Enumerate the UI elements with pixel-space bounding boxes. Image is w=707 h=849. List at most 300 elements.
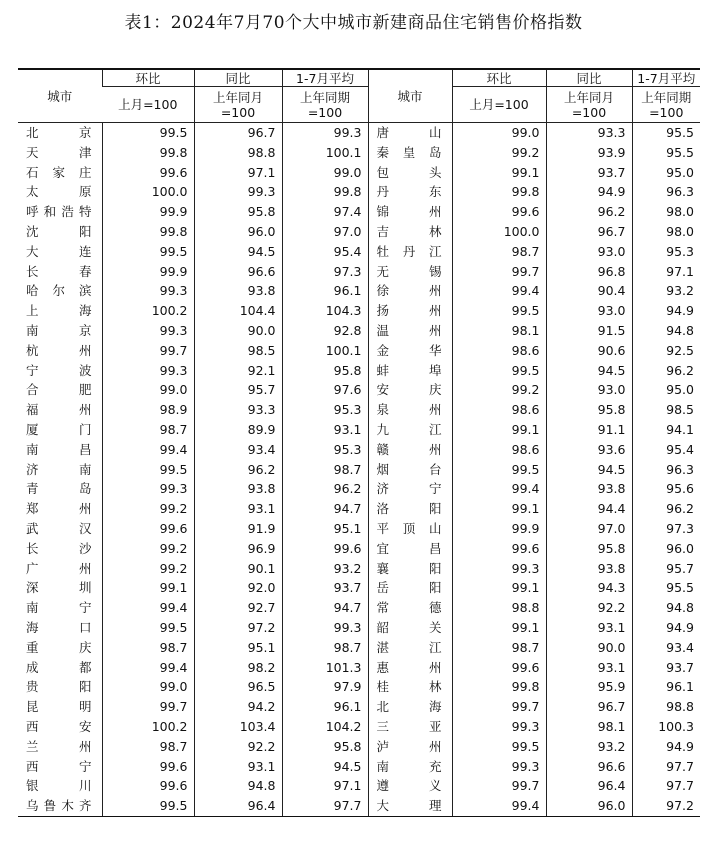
avg-value: 95.3 <box>632 242 700 262</box>
yoy-value: 96.6 <box>194 262 282 282</box>
yoy-value: 95.8 <box>546 400 632 420</box>
yoy-value: 93.1 <box>546 658 632 678</box>
yoy-value: 90.4 <box>546 281 632 301</box>
mom-header: 环比 <box>102 69 194 87</box>
avg-value: 101.3 <box>282 658 368 678</box>
city-name: 贵阳 <box>26 679 92 695</box>
avg-value: 95.8 <box>282 737 368 757</box>
mom-value: 99.6 <box>102 163 194 183</box>
city-name: 扬州 <box>368 301 452 321</box>
mom-value: 99.5 <box>452 361 546 381</box>
avg-value: 98.0 <box>632 202 700 222</box>
city-name: 温州 <box>368 321 452 341</box>
table-row <box>18 143 700 163</box>
city-name: 宁波 <box>26 362 92 378</box>
city-name: 桂林 <box>368 677 452 697</box>
table-row <box>18 796 700 816</box>
yoy-value: 90.1 <box>194 559 282 579</box>
city-name: 蚌埠 <box>368 361 452 381</box>
mom-value: 99.8 <box>452 182 546 202</box>
mom-value: 99.2 <box>452 143 546 163</box>
mom-value: 98.7 <box>452 242 546 262</box>
mom-value: 100.0 <box>102 182 194 202</box>
mom-value: 99.5 <box>102 460 194 480</box>
yoy-value: 93.1 <box>194 757 282 777</box>
yoy-value: 97.2 <box>194 618 282 638</box>
avg-value: 104.2 <box>282 717 368 737</box>
yoy-value: 93.3 <box>546 123 632 143</box>
avg-value: 93.7 <box>282 578 368 598</box>
mom-value: 98.6 <box>452 341 546 361</box>
city-name: 武汉 <box>26 520 92 536</box>
mom-value: 98.8 <box>452 598 546 618</box>
mom-value: 100.2 <box>102 717 194 737</box>
avg-value: 95.3 <box>282 440 368 460</box>
table-row <box>18 400 700 420</box>
yoy-value: 93.2 <box>546 737 632 757</box>
yoy-value: 93.0 <box>546 242 632 262</box>
yoy-value: 97.0 <box>546 519 632 539</box>
yoy-value: 97.1 <box>194 163 282 183</box>
city-name: 丹东 <box>368 182 452 202</box>
mom-value: 99.5 <box>102 796 194 816</box>
avg-value: 97.7 <box>632 776 700 796</box>
yoy-value: 92.7 <box>194 598 282 618</box>
table-row <box>18 380 700 400</box>
avg-base-2: 上年同期 =100 <box>632 87 700 123</box>
table-row <box>18 341 700 361</box>
city-name: 南充 <box>368 757 452 777</box>
table-row <box>18 361 700 381</box>
mom-base: 上月=100 <box>102 87 194 123</box>
table-row <box>18 697 700 717</box>
city-name: 牡丹江 <box>368 242 452 262</box>
mom-value: 98.1 <box>452 321 546 341</box>
yoy-value: 92.0 <box>194 578 282 598</box>
avg-value: 94.1 <box>632 420 700 440</box>
avg-value: 97.4 <box>282 202 368 222</box>
avg-value: 98.0 <box>632 222 700 242</box>
table-row <box>18 202 700 222</box>
avg-value: 97.9 <box>282 677 368 697</box>
avg-value: 94.9 <box>632 618 700 638</box>
mom-value: 99.1 <box>452 618 546 638</box>
avg-value: 95.3 <box>282 400 368 420</box>
avg-value: 96.2 <box>632 499 700 519</box>
mom-value: 99.0 <box>452 123 546 143</box>
table-row <box>18 717 700 737</box>
avg-value: 100.1 <box>282 143 368 163</box>
yoy-value: 94.4 <box>546 499 632 519</box>
mom-value: 99.4 <box>102 440 194 460</box>
avg-value: 96.2 <box>282 479 368 499</box>
avg-value: 96.1 <box>632 677 700 697</box>
avg-value: 95.6 <box>632 479 700 499</box>
city-name: 银川 <box>26 778 92 794</box>
mom-value: 100.2 <box>102 301 194 321</box>
mom-value: 99.7 <box>452 262 546 282</box>
table-row <box>18 757 700 777</box>
city-name: 唐山 <box>368 123 452 143</box>
mom-value: 99.5 <box>452 301 546 321</box>
mom-value: 99.3 <box>102 321 194 341</box>
avg-value: 94.9 <box>632 737 700 757</box>
yoy-value: 93.8 <box>546 559 632 579</box>
yoy-value: 96.7 <box>546 697 632 717</box>
mom-value: 99.1 <box>452 578 546 598</box>
table-row <box>18 598 700 618</box>
yoy-value: 93.8 <box>194 281 282 301</box>
table-row <box>18 242 700 262</box>
avg-value: 92.8 <box>282 321 368 341</box>
city-name: 天津 <box>26 144 92 160</box>
city-header: 城市 <box>18 69 102 123</box>
city-name: 南京 <box>26 322 92 338</box>
table-row <box>18 123 700 143</box>
yoy-value: 98.1 <box>546 717 632 737</box>
city-name: 三亚 <box>368 717 452 737</box>
city-name: 南昌 <box>26 441 92 457</box>
yoy-value: 93.0 <box>546 301 632 321</box>
avg-value: 97.1 <box>632 262 700 282</box>
table-row <box>18 301 700 321</box>
yoy-value: 89.9 <box>194 420 282 440</box>
mom-value: 99.4 <box>452 479 546 499</box>
avg-value: 96.3 <box>632 460 700 480</box>
mom-value: 99.5 <box>102 618 194 638</box>
yoy-value: 93.6 <box>546 440 632 460</box>
mom-value: 99.3 <box>452 717 546 737</box>
mom-value: 99.6 <box>452 658 546 678</box>
city-name: 南宁 <box>26 600 92 616</box>
city-name: 杭州 <box>26 342 92 358</box>
yoy-value: 93.7 <box>546 163 632 183</box>
city-name: 福州 <box>26 402 92 418</box>
yoy-value: 95.1 <box>194 638 282 658</box>
city-name: 呼和浩特 <box>26 204 92 220</box>
avg-value: 95.0 <box>632 380 700 400</box>
yoy-value: 93.1 <box>546 618 632 638</box>
yoy-value: 92.2 <box>194 737 282 757</box>
yoy-value: 93.4 <box>194 440 282 460</box>
city-name: 金华 <box>368 341 452 361</box>
avg-value: 94.7 <box>282 499 368 519</box>
mom-value: 99.6 <box>102 519 194 539</box>
table-body <box>18 123 700 817</box>
avg-value: 95.5 <box>632 578 700 598</box>
mom-value: 99.6 <box>102 776 194 796</box>
yoy-value: 92.1 <box>194 361 282 381</box>
yoy-value: 90.0 <box>194 321 282 341</box>
yoy-value: 93.1 <box>194 499 282 519</box>
avg-value: 95.8 <box>282 361 368 381</box>
mom-value: 99.4 <box>452 281 546 301</box>
yoy-value: 98.8 <box>194 143 282 163</box>
yoy-value: 98.5 <box>194 341 282 361</box>
avg-value: 97.1 <box>282 776 368 796</box>
mom-value: 98.6 <box>452 400 546 420</box>
yoy-base-2: 上年同月 =100 <box>546 87 632 123</box>
avg-value: 97.2 <box>632 796 700 816</box>
avg-value: 93.2 <box>632 281 700 301</box>
yoy-value: 91.9 <box>194 519 282 539</box>
city-name: 石家庄 <box>26 164 92 180</box>
yoy-value: 90.6 <box>546 341 632 361</box>
mom-value: 99.8 <box>102 222 194 242</box>
mom-value: 99.2 <box>102 559 194 579</box>
yoy-value: 96.7 <box>194 123 282 143</box>
mom-value: 99.7 <box>102 697 194 717</box>
table-row <box>18 479 700 499</box>
mom-value: 99.3 <box>102 479 194 499</box>
mom-value: 99.5 <box>452 460 546 480</box>
city-name: 沈阳 <box>26 223 92 239</box>
avg-value: 104.3 <box>282 301 368 321</box>
yoy-value: 96.2 <box>546 202 632 222</box>
table-row <box>18 262 700 282</box>
city-name: 郑州 <box>26 501 92 517</box>
avg-value: 94.5 <box>282 757 368 777</box>
mom-value: 99.7 <box>102 341 194 361</box>
mom-value: 99.7 <box>452 697 546 717</box>
city-name: 秦皇岛 <box>368 143 452 163</box>
mom-value: 99.6 <box>452 202 546 222</box>
mom-value: 99.2 <box>102 499 194 519</box>
avg-value: 97.3 <box>282 262 368 282</box>
avg-value: 93.1 <box>282 420 368 440</box>
city-name: 长沙 <box>26 540 92 556</box>
yoy-value: 95.8 <box>546 539 632 559</box>
avg-value: 94.7 <box>282 598 368 618</box>
table-row <box>18 281 700 301</box>
city-name: 宜昌 <box>368 539 452 559</box>
yoy-value: 96.4 <box>546 776 632 796</box>
yoy-value: 94.5 <box>546 460 632 480</box>
yoy-value: 95.7 <box>194 380 282 400</box>
city-name: 北京 <box>26 125 92 140</box>
avg-value: 96.2 <box>632 361 700 381</box>
yoy-value: 99.3 <box>194 182 282 202</box>
city-name: 上海 <box>26 303 92 319</box>
avg-value: 99.8 <box>282 182 368 202</box>
mom-value: 98.7 <box>102 737 194 757</box>
table-row <box>18 737 700 757</box>
city-name: 惠州 <box>368 658 452 678</box>
city-name: 昆明 <box>26 699 92 715</box>
avg-value: 93.2 <box>282 559 368 579</box>
mom-value: 99.6 <box>452 539 546 559</box>
yoy-value: 91.5 <box>546 321 632 341</box>
mom-value: 100.0 <box>452 222 546 242</box>
mom-value: 99.5 <box>452 737 546 757</box>
avg-value: 99.6 <box>282 539 368 559</box>
avg-value: 100.1 <box>282 341 368 361</box>
mom-value: 99.3 <box>102 361 194 381</box>
mom-value: 99.2 <box>452 380 546 400</box>
avg-value: 96.1 <box>282 281 368 301</box>
city-name: 吉林 <box>368 222 452 242</box>
city-name: 海口 <box>26 619 92 635</box>
yoy-value: 92.2 <box>546 598 632 618</box>
city-name: 兰州 <box>26 738 92 754</box>
mom-value: 99.1 <box>102 578 194 598</box>
city-name: 厦门 <box>26 421 92 437</box>
mom-value: 99.3 <box>452 757 546 777</box>
avg-value: 94.8 <box>632 598 700 618</box>
yoy-value: 93.0 <box>546 380 632 400</box>
city-name: 大理 <box>368 796 452 816</box>
avg-value: 95.7 <box>632 559 700 579</box>
table-row <box>18 559 700 579</box>
avg-value: 97.3 <box>632 519 700 539</box>
mom-value: 98.6 <box>452 440 546 460</box>
yoy-base: 上年同月 =100 <box>194 87 282 123</box>
mom-value: 99.5 <box>102 242 194 262</box>
yoy-value: 94.8 <box>194 776 282 796</box>
yoy-value: 91.1 <box>546 420 632 440</box>
mom-header-2: 环比 <box>452 69 546 87</box>
avg-value: 94.9 <box>632 301 700 321</box>
yoy-value: 96.9 <box>194 539 282 559</box>
avg-value: 98.8 <box>632 697 700 717</box>
yoy-value: 95.8 <box>194 202 282 222</box>
mom-value: 99.4 <box>102 658 194 678</box>
table-row <box>18 499 700 519</box>
city-name: 哈尔滨 <box>26 283 92 299</box>
city-name: 赣州 <box>368 440 452 460</box>
yoy-value: 94.5 <box>194 242 282 262</box>
city-name: 遵义 <box>368 776 452 796</box>
city-name: 大连 <box>26 243 92 259</box>
yoy-value: 94.9 <box>546 182 632 202</box>
mom-value: 99.5 <box>102 123 194 143</box>
mom-value: 98.9 <box>102 400 194 420</box>
table-row <box>18 677 700 697</box>
city-name: 成都 <box>26 659 92 675</box>
avg-value: 93.7 <box>632 658 700 678</box>
mom-value: 99.2 <box>102 539 194 559</box>
table-row <box>18 222 700 242</box>
city-name: 平顶山 <box>368 519 452 539</box>
avg-value: 95.4 <box>282 242 368 262</box>
avg-header: 1-7月平均 <box>282 69 368 87</box>
mom-value: 98.7 <box>102 638 194 658</box>
city-name: 合肥 <box>26 382 92 398</box>
avg-value: 98.5 <box>632 400 700 420</box>
yoy-value: 95.9 <box>546 677 632 697</box>
table-row <box>18 776 700 796</box>
avg-value: 96.3 <box>632 182 700 202</box>
mom-value: 99.1 <box>452 420 546 440</box>
yoy-value: 98.2 <box>194 658 282 678</box>
mom-value: 99.9 <box>102 202 194 222</box>
yoy-value: 93.3 <box>194 400 282 420</box>
avg-value: 92.5 <box>632 341 700 361</box>
avg-value: 98.7 <box>282 460 368 480</box>
yoy-value: 96.6 <box>546 757 632 777</box>
avg-base: 上年同期 =100 <box>282 87 368 123</box>
mom-value: 99.6 <box>102 757 194 777</box>
mom-value: 99.9 <box>102 262 194 282</box>
avg-value: 98.7 <box>282 638 368 658</box>
city-name: 湛江 <box>368 638 452 658</box>
avg-value: 97.6 <box>282 380 368 400</box>
avg-value: 95.1 <box>282 519 368 539</box>
city-name: 包头 <box>368 163 452 183</box>
city-name: 韶关 <box>368 618 452 638</box>
mom-value: 99.3 <box>452 559 546 579</box>
city-name: 广州 <box>26 560 92 576</box>
city-name: 济宁 <box>368 479 452 499</box>
city-name: 锦州 <box>368 202 452 222</box>
city-name: 九江 <box>368 420 452 440</box>
city-name: 深圳 <box>26 580 92 596</box>
yoy-value: 96.5 <box>194 677 282 697</box>
avg-value: 100.3 <box>632 717 700 737</box>
table-row <box>18 618 700 638</box>
avg-value: 96.1 <box>282 697 368 717</box>
yoy-value: 96.0 <box>194 222 282 242</box>
city-name: 太原 <box>26 184 92 200</box>
table-row <box>18 182 700 202</box>
table-row <box>18 163 700 183</box>
city-name: 青岛 <box>26 481 92 497</box>
city-name: 乌鲁木齐 <box>18 796 102 816</box>
mom-value: 99.0 <box>102 677 194 697</box>
price-index-table <box>18 68 700 817</box>
city-name: 泸州 <box>368 737 452 757</box>
table-row <box>18 519 700 539</box>
yoy-value: 94.3 <box>546 578 632 598</box>
mom-value: 99.3 <box>102 281 194 301</box>
mom-value: 99.8 <box>452 677 546 697</box>
yoy-value: 93.9 <box>546 143 632 163</box>
city-header-2: 城市 <box>368 69 452 123</box>
yoy-value: 93.8 <box>194 479 282 499</box>
yoy-value: 96.0 <box>546 796 632 816</box>
mom-value: 99.4 <box>102 598 194 618</box>
avg-value: 95.5 <box>632 143 700 163</box>
yoy-value: 90.0 <box>546 638 632 658</box>
mom-base-2: 上月=100 <box>452 87 546 123</box>
city-name: 西安 <box>26 718 92 734</box>
yoy-header-2: 同比 <box>546 69 632 87</box>
avg-value: 95.0 <box>632 163 700 183</box>
city-name: 无锡 <box>368 262 452 282</box>
mom-value: 99.0 <box>102 380 194 400</box>
city-name: 重庆 <box>26 639 92 655</box>
city-name: 洛阳 <box>368 499 452 519</box>
mom-value: 99.8 <box>102 143 194 163</box>
avg-value: 95.4 <box>632 440 700 460</box>
city-name: 泉州 <box>368 400 452 420</box>
avg-value: 99.3 <box>282 123 368 143</box>
mom-value: 99.7 <box>452 776 546 796</box>
mom-value: 99.1 <box>452 499 546 519</box>
table-row <box>18 440 700 460</box>
mom-value: 99.9 <box>452 519 546 539</box>
table-row <box>18 321 700 341</box>
city-name: 北海 <box>368 697 452 717</box>
yoy-value: 94.5 <box>546 361 632 381</box>
table-row <box>18 578 700 598</box>
mom-value: 98.7 <box>452 638 546 658</box>
yoy-value: 96.2 <box>194 460 282 480</box>
yoy-value: 104.4 <box>194 301 282 321</box>
table-row <box>18 638 700 658</box>
yoy-value: 94.2 <box>194 697 282 717</box>
city-name: 岳阳 <box>368 578 452 598</box>
